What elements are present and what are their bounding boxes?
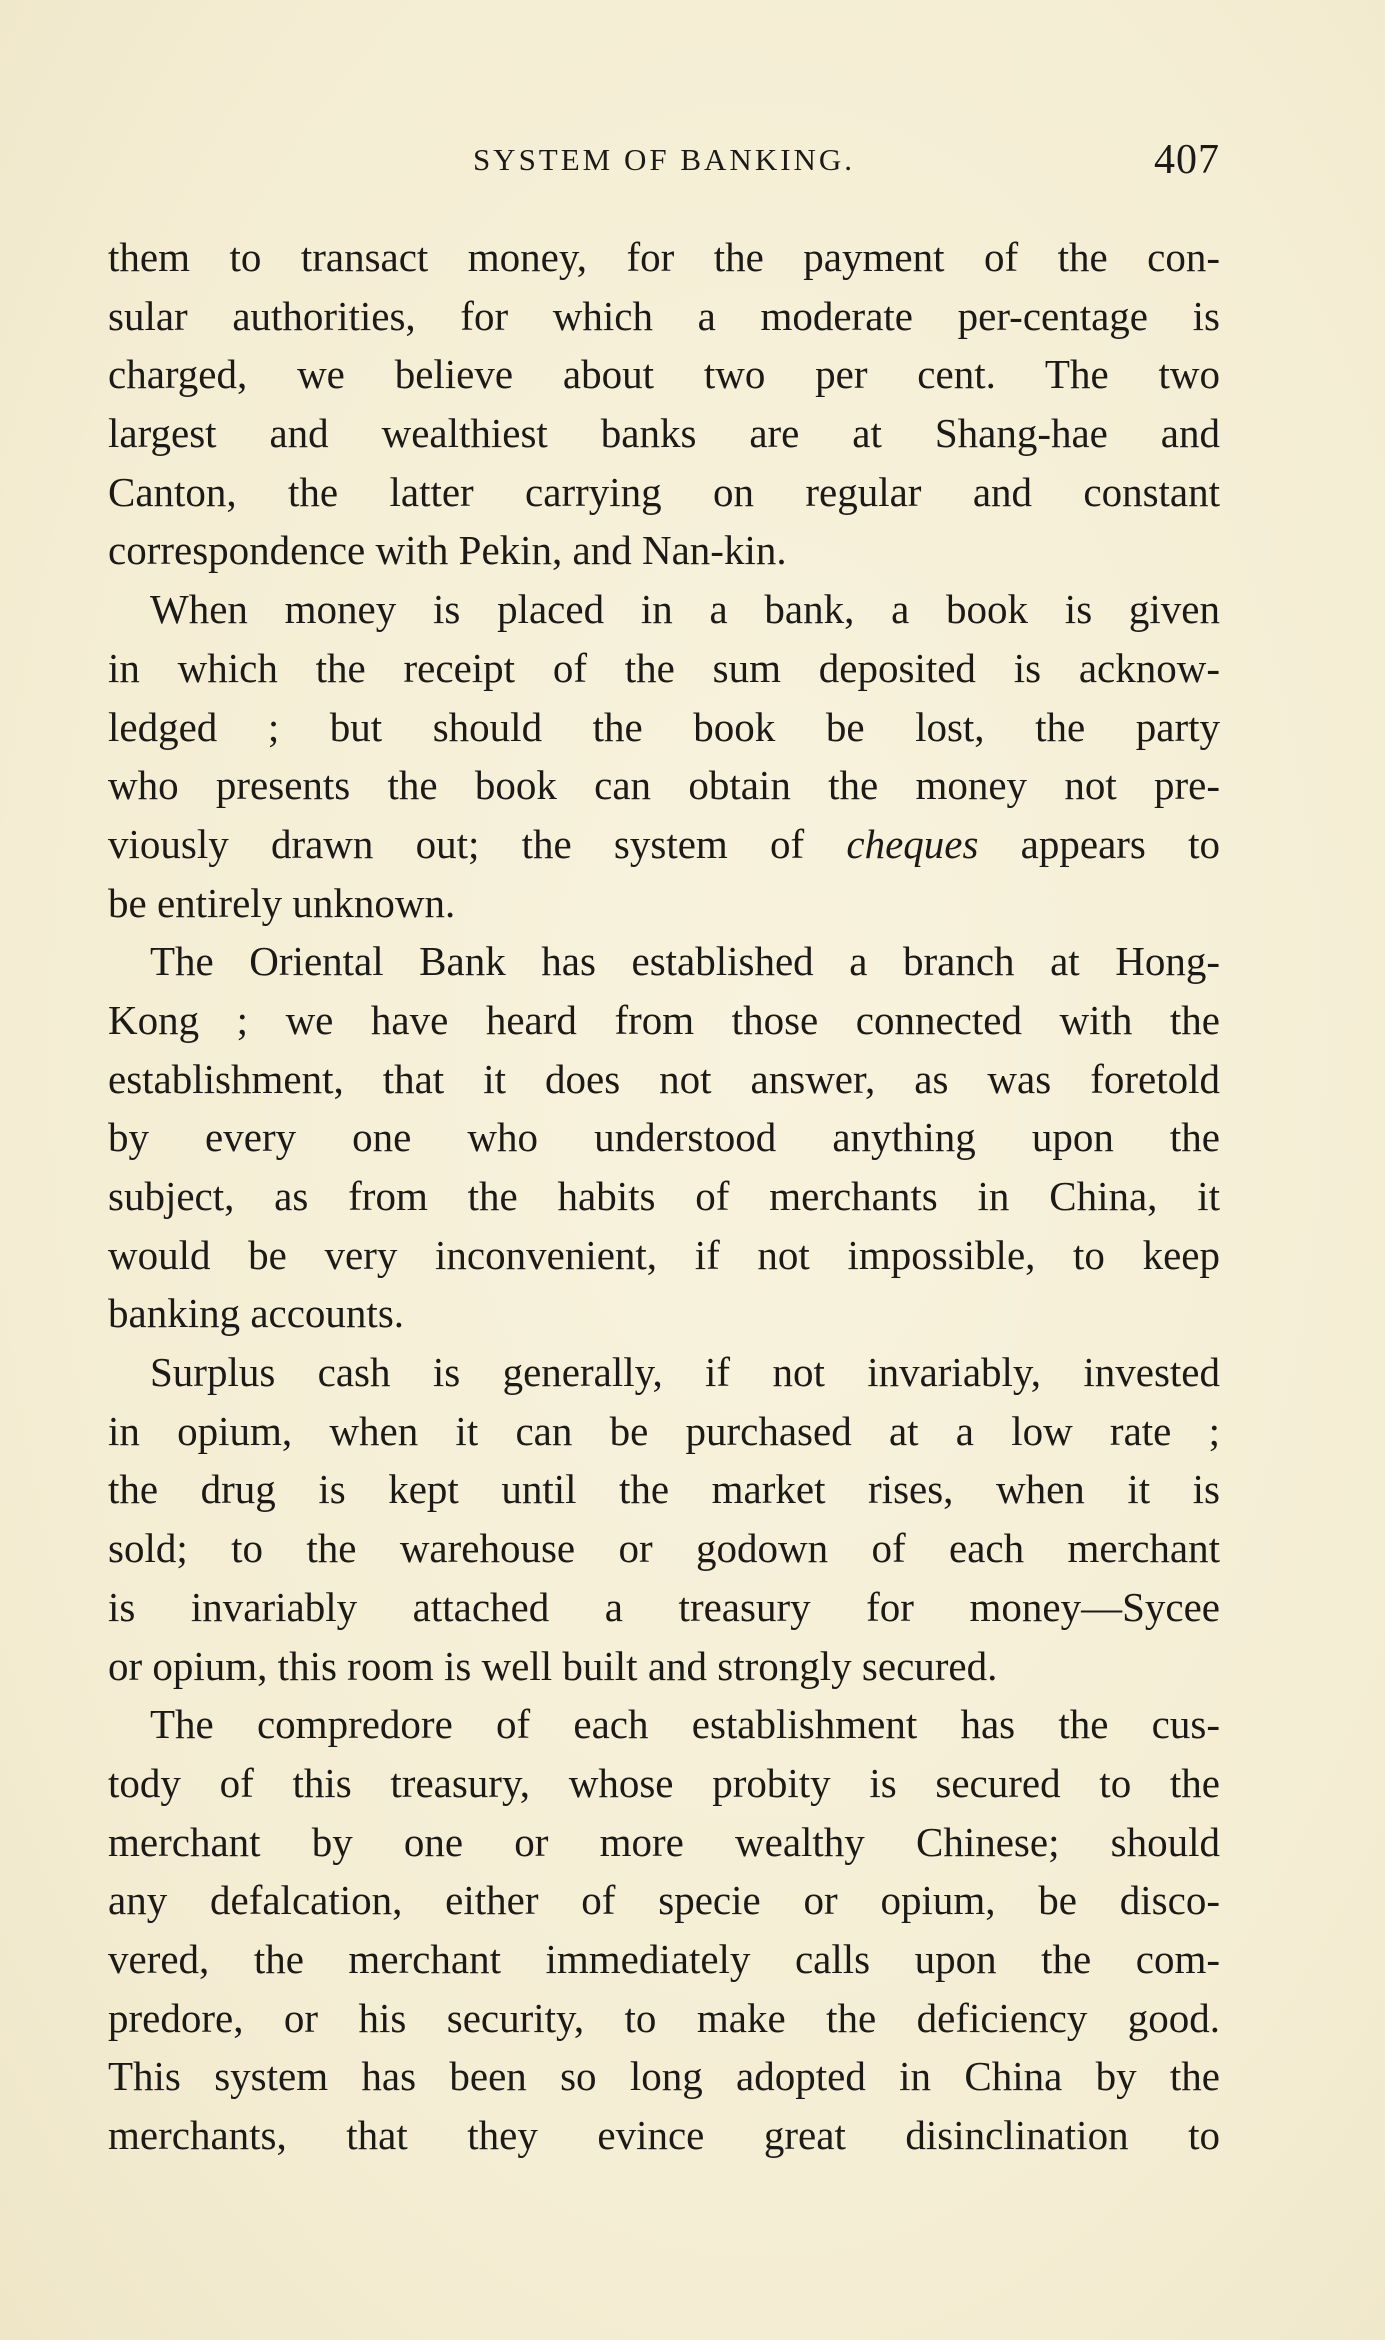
- text-line: The Oriental Bank has established a branch at Hong-: [150, 938, 1220, 985]
- text-line: who presents the book can obtain the money not pre-: [108, 762, 1220, 809]
- text-line: would be very inconvenient, if not impossible, to keep: [108, 1231, 1220, 1278]
- text-line: ledged ; but should the book be lost, the party: [108, 703, 1220, 750]
- text-line: charged, we believe about two per cent. The two: [108, 351, 1220, 398]
- text-line: Surplus cash is generally, if not invariably, invested: [150, 1349, 1220, 1396]
- text-line: subject, as from the habits of merchants in China, it: [108, 1173, 1220, 1219]
- text-line: merchants, that they evince great disinclination to: [108, 2112, 1220, 2158]
- text-line: predore, or his security, to make the deficiency good.: [108, 1994, 1220, 2041]
- running-title: SYSTEM OF BANKING.: [472, 142, 856, 177]
- running-head: [108, 136, 1220, 186]
- italic-word-cheques: cheques: [846, 820, 979, 867]
- text-line: or opium, this room is well built and strongly secured.: [108, 1642, 998, 1689]
- line-segment: viously drawn out; the system of: [108, 820, 847, 867]
- body-text: [108, 228, 1220, 2165]
- text-line: This system has been so long adopted in China by the: [108, 2053, 1220, 2100]
- text-line: merchant by one or more wealthy Chinese; should: [108, 1818, 1220, 1865]
- text-line: by every one who understood anything upon the: [108, 1114, 1220, 1161]
- text-line: Kong ; we have heard from those connected with the: [108, 996, 1220, 1043]
- text-line: sular authorities, for which a moderate per-centage is: [108, 292, 1220, 339]
- text-line: in which the receipt of the sum deposited is acknow-: [108, 644, 1220, 691]
- text-line: Canton, the latter carrying on regular and constant: [108, 468, 1220, 515]
- text-line: the drug is kept until the market rises, when it is: [108, 1466, 1220, 1513]
- text-line: sold; to the warehouse or godown of each merchant: [108, 1525, 1220, 1572]
- line-segment: appears to: [978, 820, 1220, 867]
- text-line: establishment, that it does not answer, as was foretold: [108, 1055, 1220, 1102]
- text-line: tody of this treasury, whose probity is secured to the: [108, 1759, 1220, 1806]
- text-line: be entirely unknown.: [108, 879, 456, 926]
- page-number: 407: [1154, 137, 1220, 183]
- text-line: any defalcation, either of specie or opium, be disco-: [108, 1877, 1220, 1924]
- text-line: them to transact money, for the payment of the con-: [108, 234, 1220, 280]
- text-line: banking accounts.: [108, 1290, 405, 1337]
- text-line: in opium, when it can be purchased at a low rate ;: [108, 1407, 1220, 1454]
- text-line: The compredore of each establishment has the cus-: [150, 1701, 1220, 1748]
- text-line-with-italic: [108, 815, 1220, 874]
- text-line: largest and wealthiest banks are at Shang-hae and: [108, 410, 1220, 457]
- text-line: correspondence with Pekin, and Nan-kin.: [108, 527, 787, 574]
- text-line: When money is placed in a bank, a book is given: [150, 586, 1220, 633]
- text-line: is invariably attached a treasury for money—Sycee: [108, 1583, 1220, 1630]
- text-line: vered, the merchant immediately calls upon the com-: [108, 1935, 1220, 1982]
